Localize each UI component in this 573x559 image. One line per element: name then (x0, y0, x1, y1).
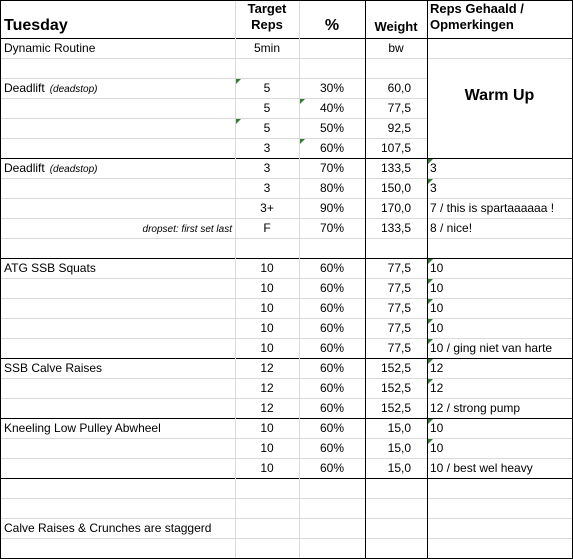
exercise-cell[interactable] (1, 398, 235, 418)
weight-cell[interactable]: 15,0 (387, 441, 411, 455)
percent-cell[interactable] (299, 498, 365, 518)
exercise-remark: dropset: first set last (142, 224, 232, 235)
target-reps-cell[interactable]: 12 (260, 401, 274, 415)
weight-cell[interactable]: 133,5 (380, 221, 411, 235)
row-gridline (1, 198, 572, 199)
table-row (1, 158, 572, 178)
weight-cell[interactable]: 77,5 (387, 101, 411, 115)
exercise-cell[interactable] (1, 278, 235, 298)
table-row (1, 518, 572, 538)
exercise-remark: (deadstop) (49, 164, 98, 175)
target-reps-cell[interactable]: 10 (260, 301, 274, 315)
notes-cell[interactable]: 12 (430, 361, 444, 375)
target-reps-cell[interactable]: 10 (260, 461, 274, 475)
percent-cell[interactable]: 60% (319, 301, 345, 315)
notes-cell[interactable]: 10 (430, 281, 444, 295)
percent-cell[interactable]: 90% (319, 201, 345, 215)
notes-cell[interactable] (427, 498, 572, 518)
cell-comment-indicator-icon (428, 299, 433, 304)
notes-cell[interactable]: 8 / nice! (430, 221, 473, 235)
notes-separator (427, 158, 572, 159)
percent-cell[interactable] (299, 38, 365, 58)
exercise-cell[interactable] (1, 238, 235, 258)
cell-comment-indicator-icon (300, 139, 305, 144)
row-gridline (1, 298, 572, 299)
row-gridline (1, 378, 572, 379)
exercise-cell[interactable] (1, 438, 235, 458)
row-gridline (1, 178, 572, 179)
percent-cell[interactable]: 60% (319, 401, 345, 415)
weight-header: Weight (374, 19, 418, 34)
notes-cell[interactable] (427, 238, 572, 258)
percent-cell[interactable]: 60% (319, 261, 345, 275)
column-line (235, 1, 236, 558)
row-gridline (1, 238, 572, 239)
row-gridline (1, 538, 572, 539)
exercise-cell[interactable] (1, 198, 235, 218)
weight-column-line (365, 1, 366, 558)
group-separator (1, 258, 427, 259)
weight-cell[interactable]: 77,5 (387, 301, 411, 315)
weight-cell[interactable] (365, 58, 427, 78)
table-row (1, 358, 572, 378)
percent-cell[interactable]: 60% (319, 281, 345, 295)
cell-comment-indicator-icon (428, 439, 433, 444)
notes-separator (427, 418, 572, 419)
cell-comment-indicator-icon (428, 279, 433, 284)
weight-cell[interactable]: 60,0 (387, 81, 411, 95)
weight-cell[interactable]: 15,0 (387, 461, 411, 475)
weight-cell[interactable]: bw (388, 41, 404, 55)
exercise-cell[interactable] (1, 458, 235, 478)
target-reps-cell[interactable]: 3 (263, 181, 271, 195)
notes-cell[interactable]: 12 (430, 381, 444, 395)
table-row (1, 498, 572, 518)
weight-cell[interactable] (365, 518, 427, 538)
exercise-cell[interactable] (1, 258, 235, 278)
percent-cell[interactable]: 60% (319, 361, 345, 375)
exercise-name: Deadlift (4, 81, 45, 95)
notes-cell[interactable]: 10 (430, 421, 444, 435)
notes-cell[interactable]: 10 (430, 441, 444, 455)
notes-cell[interactable] (427, 38, 572, 58)
target-reps-cell[interactable]: F (263, 221, 271, 235)
row-gridline (1, 498, 572, 499)
weight-cell[interactable]: 150,0 (380, 181, 411, 195)
row-gridline (1, 518, 572, 519)
percent-header: % (324, 17, 340, 34)
percent-cell[interactable]: 60% (319, 141, 345, 155)
notes-separator (427, 358, 572, 359)
row-gridline (1, 218, 572, 219)
cell-comment-indicator-icon (428, 159, 433, 164)
exercise-cell[interactable] (1, 518, 235, 538)
exercise-name: Calve Raises & Crunches are staggerd (4, 521, 212, 535)
weight-cell[interactable]: 107,5 (380, 141, 411, 155)
cell-comment-indicator-icon (428, 379, 433, 384)
target-reps-cell[interactable]: 3 (263, 161, 271, 175)
notes-cell[interactable]: 10 (430, 321, 444, 335)
exercise-cell[interactable] (1, 138, 235, 158)
target-reps-header-line1: Target (247, 1, 287, 16)
group-separator (1, 358, 427, 359)
target-reps-cell[interactable]: 12 (260, 361, 274, 375)
exercise-cell[interactable] (1, 378, 235, 398)
row-gridline (1, 458, 572, 459)
notes-separator (427, 258, 572, 259)
weight-cell[interactable]: 152,5 (380, 381, 411, 395)
weight-cell[interactable]: 152,5 (380, 361, 411, 375)
percent-cell[interactable]: 60% (319, 341, 345, 355)
target-reps-header-line2: Reps (251, 17, 283, 32)
group-separator (1, 38, 572, 39)
notes-separator (427, 478, 572, 479)
cell-comment-indicator-icon (236, 79, 241, 84)
exercise-cell[interactable] (1, 298, 235, 318)
table-row (1, 278, 572, 298)
percent-cell[interactable]: 60% (319, 461, 345, 475)
notes-cell[interactable]: 10 (430, 261, 444, 275)
target-reps-cell[interactable]: 5 (263, 121, 271, 135)
percent-cell[interactable]: 70% (319, 221, 345, 235)
target-reps-cell[interactable]: 5 (263, 101, 271, 115)
weight-cell[interactable]: 133,5 (380, 161, 411, 175)
cell-comment-indicator-icon (428, 419, 433, 424)
weight-cell[interactable] (365, 238, 427, 258)
table-row (1, 398, 572, 418)
notes-cell[interactable]: 12 / strong pump (430, 401, 521, 415)
exercise-name: Dynamic Routine (4, 41, 96, 55)
target-reps-cell[interactable]: 10 (260, 261, 274, 275)
target-reps-cell[interactable]: 10 (260, 441, 274, 455)
weight-cell[interactable]: 170,0 (380, 201, 411, 215)
percent-cell[interactable] (299, 478, 365, 498)
cell-comment-indicator-icon (428, 359, 433, 364)
table-row (1, 178, 572, 198)
percent-cell[interactable]: 60% (319, 381, 345, 395)
column-line (299, 1, 300, 558)
target-reps-cell[interactable]: 3 (263, 141, 271, 155)
target-reps-cell[interactable] (235, 478, 299, 498)
row-gridline (1, 318, 572, 319)
target-reps-header (235, 1, 299, 33)
table-row (1, 458, 572, 478)
table-row (1, 258, 572, 278)
percent-cell[interactable]: 70% (319, 161, 345, 175)
weight-cell[interactable]: 77,5 (387, 341, 411, 355)
target-reps-cell[interactable]: 10 (260, 341, 274, 355)
exercise-cell[interactable] (1, 178, 235, 198)
target-reps-cell[interactable] (235, 518, 299, 538)
notes-cell[interactable]: 10 (430, 301, 444, 315)
weight-cell[interactable]: 77,5 (387, 321, 411, 335)
exercise-cell[interactable] (1, 338, 235, 358)
table-row (1, 318, 572, 338)
exercise-cell[interactable] (1, 318, 235, 338)
target-reps-cell[interactable]: 10 (260, 281, 274, 295)
notes-cell[interactable] (427, 518, 572, 538)
exercise-cell[interactable] (1, 38, 235, 58)
target-reps-cell[interactable]: 5min (253, 41, 280, 55)
exercise-cell[interactable] (1, 478, 235, 498)
notes-cell[interactable]: 3 (430, 181, 437, 195)
exercise-name: Kneeling Low Pulley Abwheel (4, 421, 161, 435)
weight-cell[interactable]: 15,0 (387, 421, 411, 435)
row-gridline (1, 398, 572, 399)
table-row (1, 38, 572, 58)
exercise-cell[interactable] (1, 218, 235, 238)
exercise-cell[interactable] (1, 118, 235, 138)
target-reps-cell[interactable] (235, 238, 299, 258)
weight-cell[interactable]: 152,5 (380, 401, 411, 415)
exercise-name: Deadlift (4, 161, 45, 175)
target-reps-cell[interactable]: 3+ (260, 201, 274, 215)
warm-up-label: Warm Up (464, 87, 535, 104)
target-reps-cell[interactable] (235, 58, 299, 78)
notes-header-line1: Reps Gehaald / (430, 1, 524, 16)
cell-comment-indicator-icon (300, 99, 305, 104)
target-reps-cell[interactable] (235, 498, 299, 518)
exercise-cell[interactable] (1, 498, 235, 518)
weight-cell[interactable]: 77,5 (387, 261, 411, 275)
cell-comment-indicator-icon (428, 259, 433, 264)
exercise-cell[interactable] (1, 78, 235, 98)
exercise-cell[interactable] (1, 98, 235, 118)
day-title: Tuesday (4, 17, 68, 34)
cell-comment-indicator-icon (428, 319, 433, 324)
percent-cell[interactable] (299, 518, 365, 538)
exercise-cell[interactable] (1, 358, 235, 378)
notes-cell[interactable] (427, 478, 572, 498)
table-row (1, 198, 572, 218)
percent-cell[interactable]: 30% (319, 81, 345, 95)
table-row (1, 378, 572, 398)
table-row (1, 238, 572, 258)
row-gridline (1, 278, 572, 279)
row-gridline (1, 338, 572, 339)
exercise-remark: (deadstop) (49, 84, 98, 95)
percent-cell[interactable]: 40% (319, 101, 345, 115)
group-separator (1, 158, 427, 159)
cell-comment-indicator-icon (428, 339, 433, 344)
percent-cell[interactable]: 60% (319, 321, 345, 335)
notes-header-line2: Opmerkingen (430, 17, 514, 32)
weight-cell[interactable]: 92,5 (387, 121, 411, 135)
exercise-cell[interactable] (1, 158, 235, 178)
target-reps-cell[interactable]: 10 (260, 421, 274, 435)
percent-cell[interactable]: 60% (319, 421, 345, 435)
row-gridline (1, 438, 572, 439)
weight-cell[interactable] (365, 478, 427, 498)
notes-cell[interactable]: 10 / ging niet van harte (430, 341, 553, 355)
percent-cell[interactable] (299, 238, 365, 258)
exercise-cell[interactable] (1, 418, 235, 438)
exercise-name: ATG SSB Squats (4, 261, 96, 275)
cell-comment-indicator-icon (428, 179, 433, 184)
target-reps-cell[interactable]: 5 (263, 81, 271, 95)
notes-cell[interactable]: 10 / best wel heavy (430, 461, 533, 475)
percent-cell[interactable]: 50% (319, 121, 345, 135)
weight-cell[interactable]: 77,5 (387, 281, 411, 295)
target-reps-cell[interactable]: 12 (260, 381, 274, 395)
table-row (1, 338, 572, 358)
table-row (1, 418, 572, 438)
table-row (1, 298, 572, 318)
weight-cell[interactable] (365, 498, 427, 518)
exercise-cell[interactable] (1, 58, 235, 78)
table-row (1, 218, 572, 238)
percent-cell[interactable]: 60% (319, 441, 345, 455)
table-row (1, 438, 572, 458)
percent-cell[interactable] (299, 58, 365, 78)
notes-header (430, 1, 572, 33)
group-separator (1, 478, 427, 479)
percent-cell[interactable]: 80% (319, 181, 345, 195)
table-row (1, 478, 572, 498)
notes-cell[interactable]: 7 / this is spartaaaaaa ! (430, 201, 555, 215)
exercise-name: SSB Calve Raises (4, 361, 103, 375)
merged-warm-up-cell[interactable] (428, 59, 572, 158)
group-separator (1, 418, 427, 419)
cell-comment-indicator-icon (236, 119, 241, 124)
notes-cell[interactable]: 3 (430, 161, 437, 175)
target-reps-cell[interactable]: 10 (260, 321, 274, 335)
